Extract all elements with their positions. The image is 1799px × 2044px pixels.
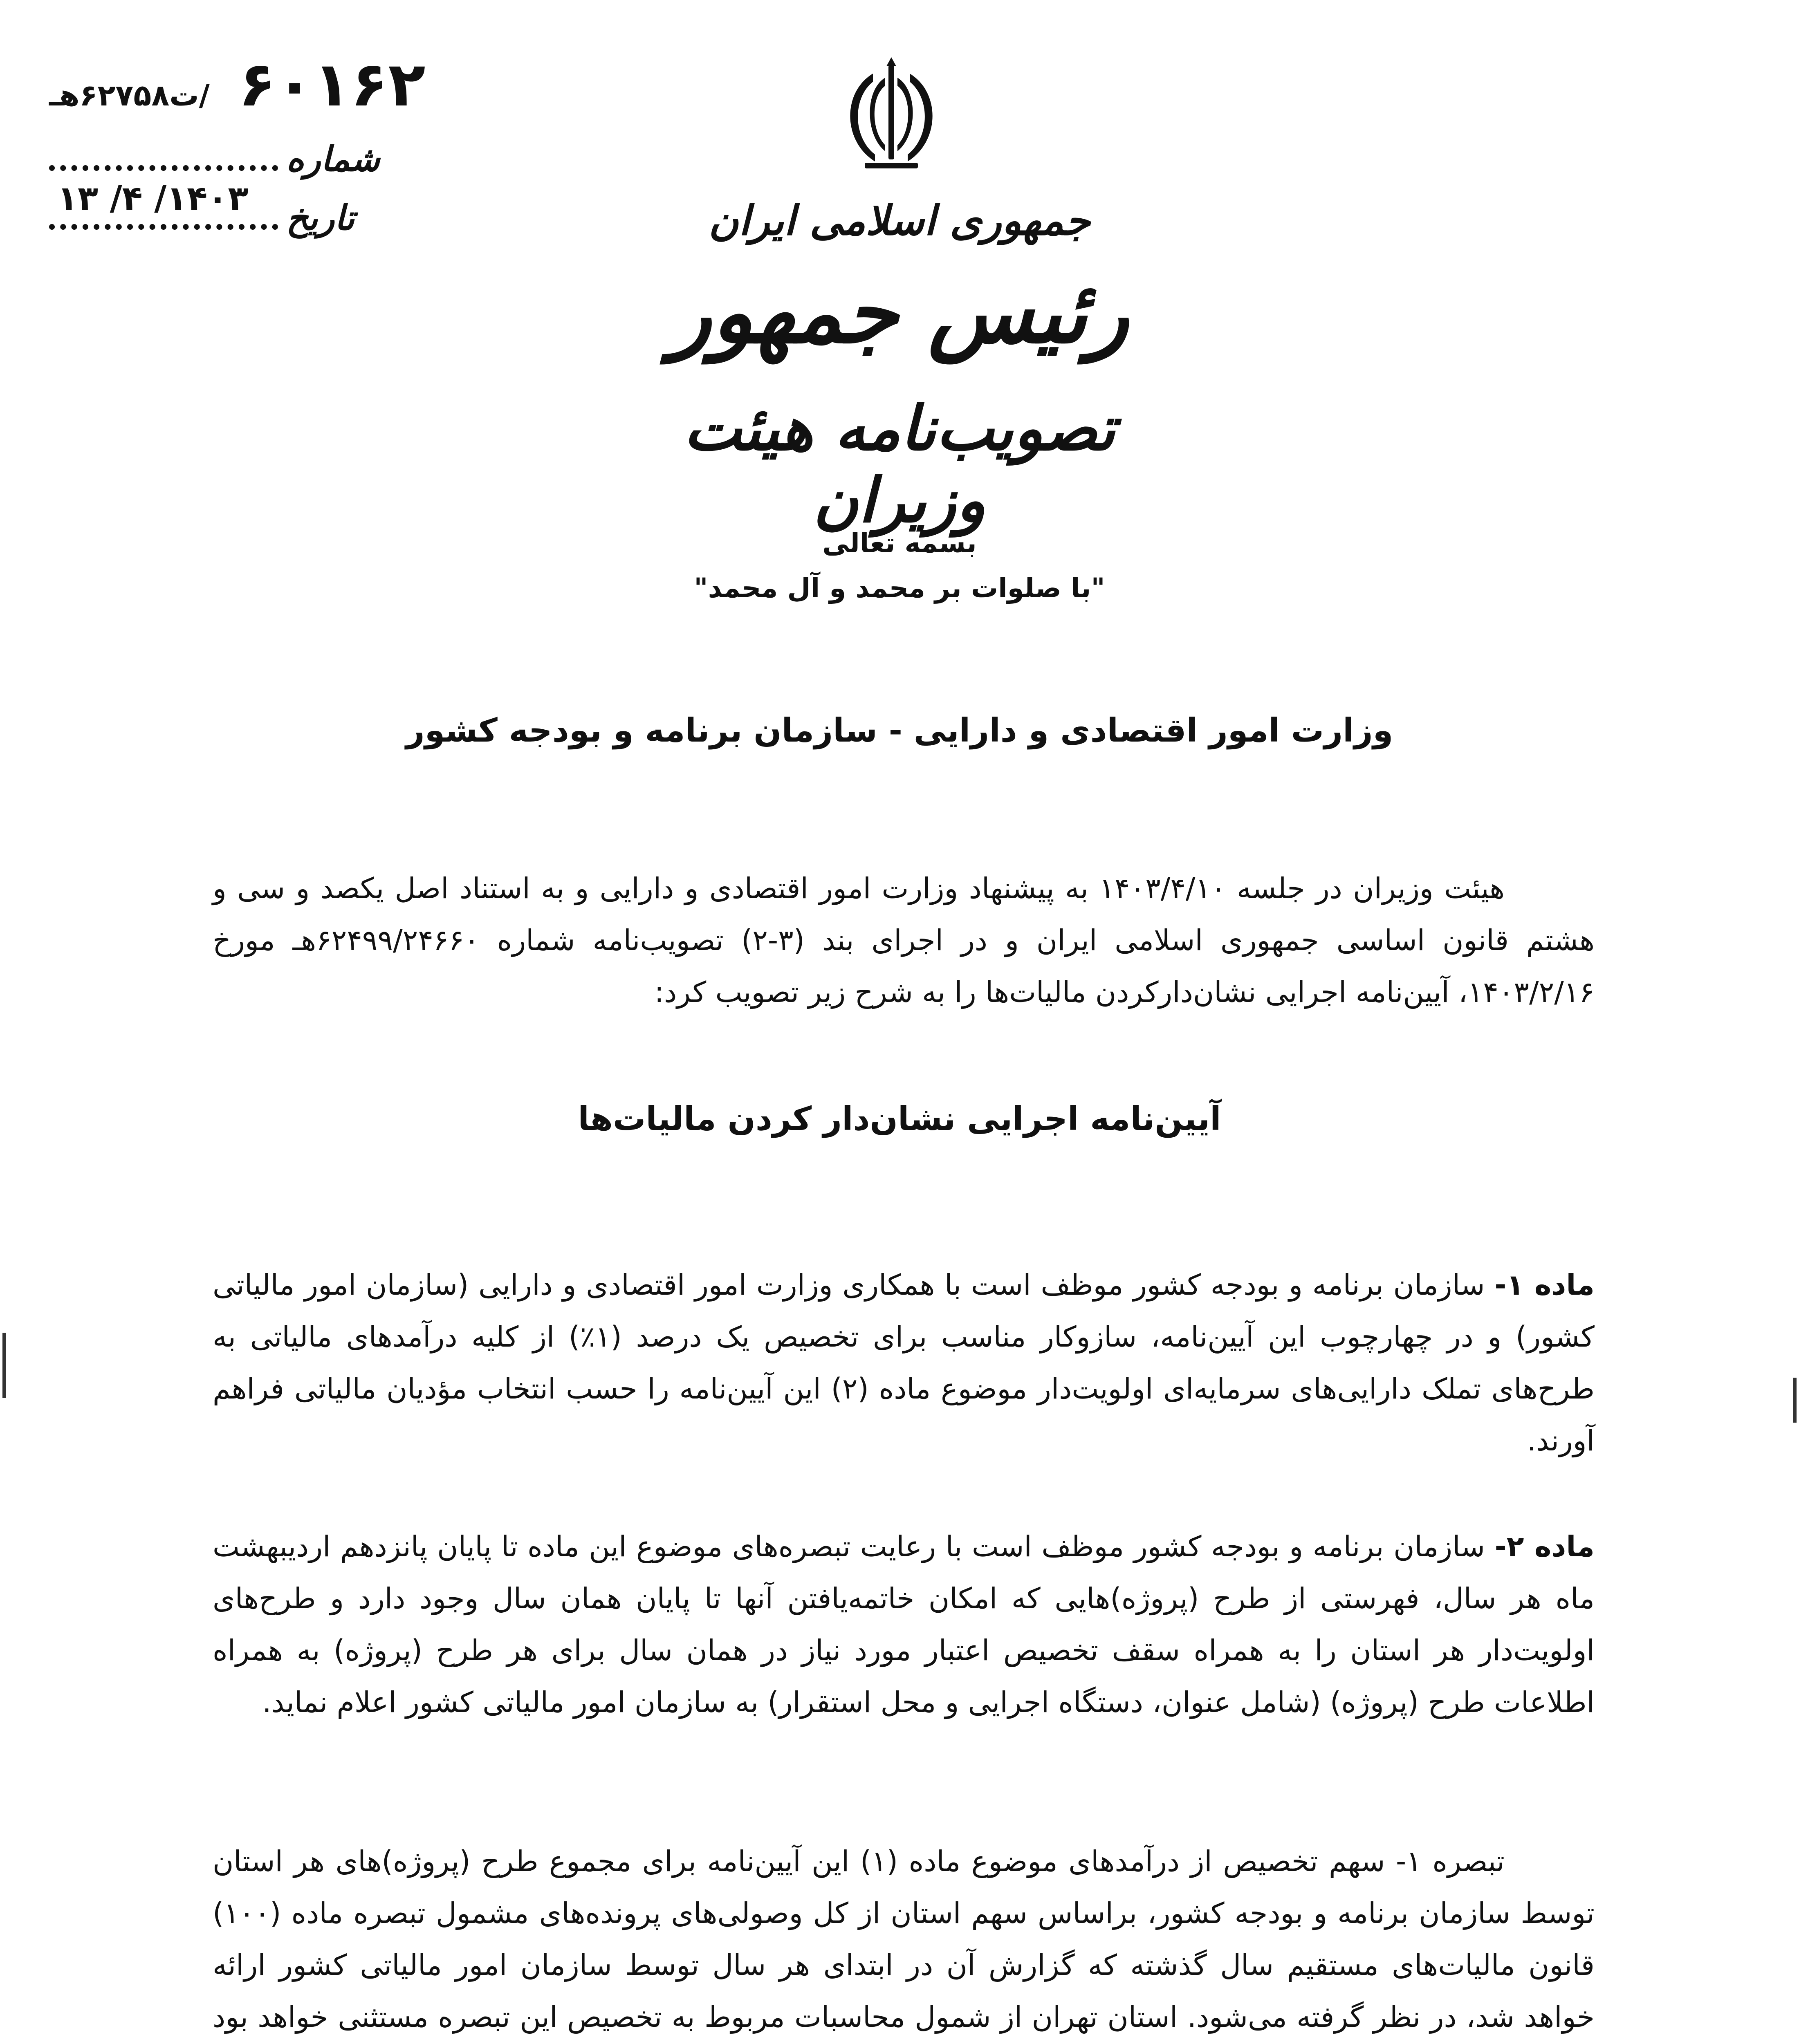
number-label: شماره bbox=[286, 139, 380, 179]
article-1 bbox=[213, 1259, 1595, 1467]
date-label: تاریخ bbox=[286, 197, 355, 238]
date-row bbox=[49, 179, 499, 238]
reference-header bbox=[49, 49, 499, 120]
reference-block bbox=[49, 49, 499, 238]
reference-code: /ت۶۲۷۵۸هـ bbox=[49, 78, 210, 112]
article-1-text: سازمان برنامه و بودجه کشور موظف است با همکاری وزارت امور اقتصادی و دارایی (سازمان امور مالیاتی کشور) و در چهارچوب این آیین‌نامه، سازوکار مناسب برای تخصیص یک درصد (۱٪) از کلیه درآمدهای مالیاتی به طرح‌های تملک دارایی‌های سرمایه‌ای اولویت‌دار موضوع ماده (۲) این آیین‌نامه را حسب انتخاب مؤدیان مالیاتی فراهم آورند. bbox=[213, 1268, 1595, 1457]
date-field-dots bbox=[49, 179, 278, 230]
scan-edge-mark-left bbox=[2, 1333, 6, 1398]
date-value: ۱۴۰۳/ ۴/ ۱۳ bbox=[57, 179, 249, 218]
invocation-line-2: "با صلوات بر محمد و آل محمد" bbox=[694, 572, 1105, 604]
letterhead-president: رئیس جمهور bbox=[670, 262, 1129, 363]
letterhead-cabinet-approval: تصویب‌نامه هیئت وزیران bbox=[684, 392, 1115, 536]
article-1-lead: ماده ۱- bbox=[1494, 1268, 1595, 1302]
intro-paragraph bbox=[213, 863, 1595, 1018]
iran-emblem-icon bbox=[830, 53, 953, 176]
number-field-dots bbox=[49, 137, 278, 171]
invocation-line-1: بسمه تعالی bbox=[822, 527, 977, 559]
article-2 bbox=[213, 1521, 1595, 1728]
note-1 bbox=[213, 1836, 1595, 2044]
addressee-heading: وزارت امور اقتصادی و دارایی - سازمان برنامه و بودجه کشور bbox=[406, 711, 1393, 749]
intro-text: هیئت وزیران در جلسه ۱۴۰۳/۴/۱۰ به پیشنهاد وزارت امور اقتصادی و دارایی و به استناد اصل یکصد و سی و هشتم قانون اساسی جمهوری اسلامی ایران و در اجرای بند (۳-۲) تصویب‌نامه شماره ۶۲۴۹۹/۲۴۶۶۰هـ مورخ ۱۴۰۳/۲/۱۶، آیین‌نامه اجرایی نشان‌دارکردن مالیات‌ها را به شرح زیر تصویب کرد: bbox=[213, 872, 1595, 1009]
regulation-title: آیین‌نامه اجرایی نشان‌دار کردن مالیات‌ها bbox=[578, 1100, 1221, 1138]
scan-edge-mark-right bbox=[1793, 1378, 1797, 1423]
article-2-text: سازمان برنامه و بودجه کشور موظف است با رعایت تبصره‌های موضوع این ماده تا پایان پانزدهم اردیبهشت ماه هر سال، فهرستی از طرح (پروژه)هایی که امکان خاتمه‌یافتن آنها تا پایان همان سال وجود دارد و طرح‌های اولویت‌دار هر استان را به همراه سقف تخصیص اعتبار مورد نیاز در همان سال برای هر طرح (پروژه) به همراه اطلاعات طرح (پروژه) (شامل عنوان، دستگاه اجرایی و محل استقرار) به سازمان امور مالیاتی کشور اعلام نماید. bbox=[213, 1530, 1595, 1719]
article-2-lead: ماده ۲- bbox=[1494, 1530, 1595, 1563]
letterhead-republic: جمهوری اسلامی ایران bbox=[709, 196, 1090, 244]
note-1-text: تبصره ۱- سهم تخصیص از درآمدهای موضوع ماده (۱) این آیین‌نامه برای مجموع طرح (پروژه)های هر استان توسط سازمان برنامه و بودجه کشور، براساس سهم استان از کل وصولی‌های پرونده‌های مشمول تبصره ماده (۱۰۰) قانون مالیات‌های مستقیم سال گذشته که گزارش آن در ابتدای هر سال توسط سازمان امور مالیاتی کشور ارائه خواهد شد، در نظر گرفته می‌شود. استان تهران از شمول محاسبات مربوط به تخصیص این تبصره مستثنی خواهد بود bbox=[213, 1845, 1595, 2034]
number-row bbox=[49, 137, 499, 179]
stamp-number: ۶۰۱۶۲ bbox=[238, 49, 426, 120]
